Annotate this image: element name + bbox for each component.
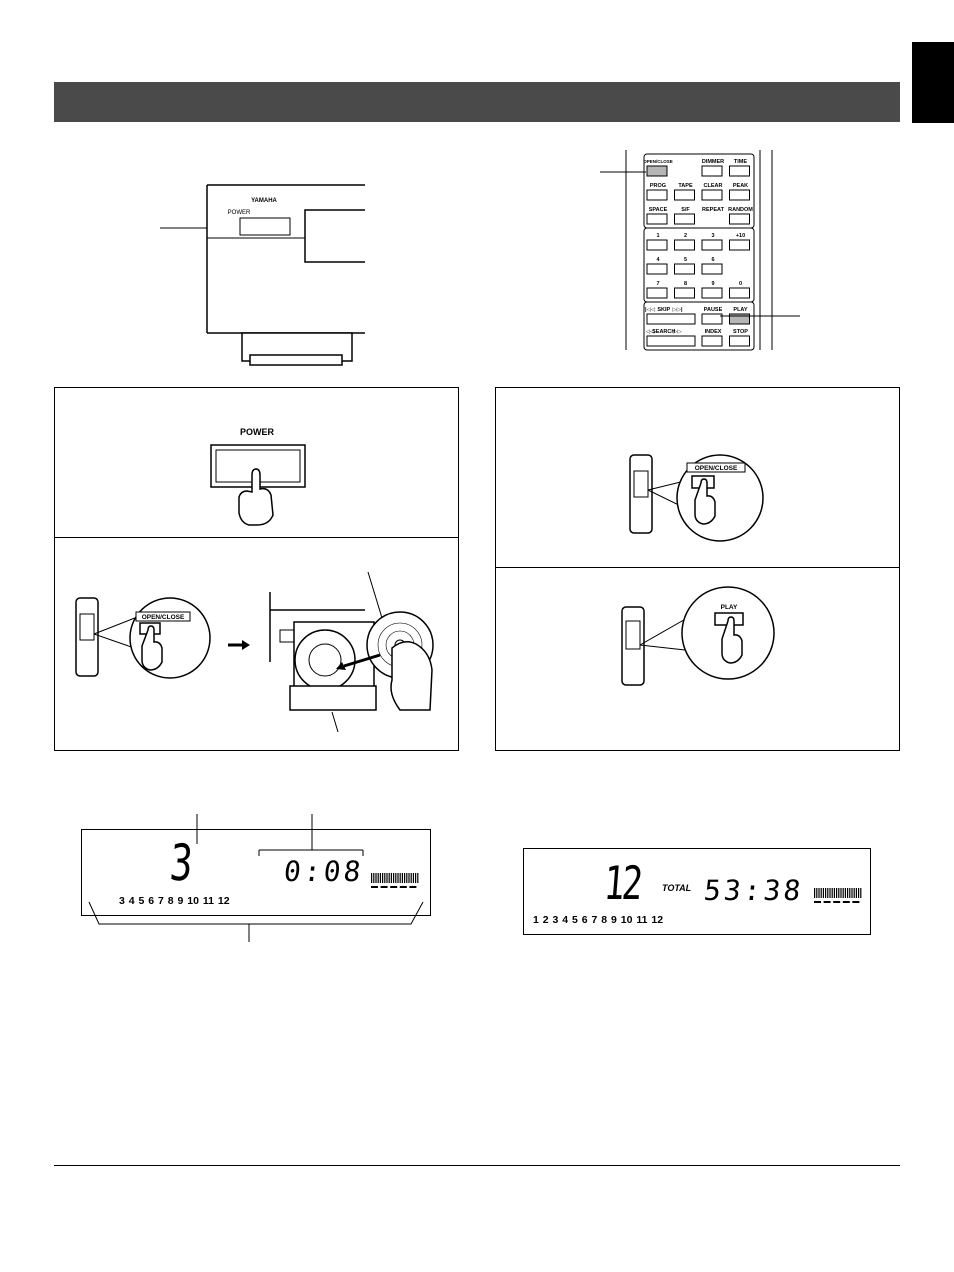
front-panel-illustration — [160, 180, 380, 370]
level-meter-bar — [389, 873, 390, 883]
lcd-right-track-list: 1 2 3 4 5 6 7 8 9 10 11 12 — [533, 914, 664, 926]
level-meter-bar — [818, 888, 819, 898]
level-meter-bar — [391, 873, 392, 883]
remote-button-tape — [675, 190, 695, 200]
level-meter-bar — [856, 888, 857, 898]
power-button-illustration — [205, 425, 305, 530]
level-meter-bar — [380, 873, 381, 883]
remote-button-label: RANDOM — [728, 207, 753, 213]
remote-button-label: PAUSE — [703, 307, 723, 313]
lcd-right-time: 53:38 — [702, 874, 806, 907]
level-meter-bar — [860, 888, 861, 898]
remote-button-0 — [730, 288, 750, 298]
remote-button-4 — [647, 264, 667, 274]
remote-button-s-f — [675, 214, 695, 224]
remote-button-- — [647, 314, 695, 324]
lcd-right-track: 12 — [602, 856, 642, 910]
level-meter-bar — [402, 873, 403, 883]
remote-button-random — [730, 214, 750, 224]
remote-button-label: PEAK — [732, 183, 749, 189]
remote-button-clear — [702, 190, 722, 200]
level-meter-dash — [843, 901, 850, 903]
remote-button-prog — [647, 190, 667, 200]
level-meter-bar — [847, 888, 848, 898]
remote-button-label: ▷▷| — [672, 307, 683, 313]
remote-button-label: ▷▷ — [673, 329, 682, 335]
level-meter-dash — [833, 901, 840, 903]
lcd-left-level-meter — [371, 873, 418, 888]
level-meter-dash — [814, 901, 821, 903]
level-meter-bar — [838, 888, 839, 898]
remote-button-label: |◁◁ — [645, 307, 655, 313]
open-close-load-illustration — [70, 570, 455, 740]
remote-button-label: 2 — [683, 233, 688, 239]
remote-button-label: 4 — [656, 257, 660, 263]
remote-button-label: SPACE — [648, 207, 668, 213]
lcd-left-track: 3 — [167, 834, 195, 892]
level-meter-dash — [409, 886, 416, 888]
level-meter-bar — [845, 888, 846, 898]
level-meter-bar — [814, 888, 815, 898]
level-meter-bar — [836, 888, 837, 898]
level-meter-bar — [404, 873, 405, 883]
level-meter-bar — [408, 873, 409, 883]
step-frame-right — [495, 387, 900, 751]
level-meter-bar — [827, 888, 828, 898]
remote-button-space — [647, 214, 667, 224]
remote-button-label: 5 — [683, 257, 688, 263]
level-meter-bar — [851, 888, 852, 898]
lcd-left-callouts — [81, 810, 431, 950]
level-meter-dash — [371, 886, 378, 888]
level-meter-bar — [843, 888, 844, 898]
remote-button-label: SEARCH — [652, 329, 676, 335]
remote-button-label: 7 — [656, 281, 660, 287]
remote-button-label: 9 — [711, 281, 715, 287]
level-meter-bar — [397, 873, 398, 883]
remote-button-- — [647, 336, 695, 346]
level-meter-bar — [393, 873, 394, 883]
level-meter-dash — [852, 901, 859, 903]
remote-button--10 — [730, 240, 750, 250]
level-meter-bar — [854, 888, 855, 898]
level-meter-bar — [378, 873, 379, 883]
remote-button-3 — [702, 240, 722, 250]
open-close-illustration — [625, 450, 770, 545]
level-meter-bar — [384, 873, 385, 883]
remote-button-grid — [643, 154, 754, 350]
level-meter-bar — [411, 873, 412, 883]
remote-button-6 — [702, 264, 722, 274]
level-meter-bar — [829, 888, 830, 898]
level-meter-bar — [417, 873, 418, 883]
level-meter-bar — [858, 888, 859, 898]
level-meter-bar — [400, 873, 401, 883]
remote-button-9 — [702, 288, 722, 298]
remote-button-open-close — [647, 166, 667, 176]
level-meter-bar — [821, 888, 822, 898]
remote-button-label: DIMMER — [701, 159, 725, 165]
lcd-right-level-meter — [814, 888, 861, 903]
open-close-label-b: OPEN/CLOSE — [694, 465, 738, 472]
power-label: POWER — [239, 427, 275, 437]
device-power-label: POWER — [227, 210, 251, 216]
level-meter-bar — [406, 873, 407, 883]
level-meter-bar — [816, 888, 817, 898]
remote-button-label: S/F — [681, 207, 690, 213]
level-meter-bar — [415, 873, 416, 883]
remote-button-1 — [647, 240, 667, 250]
remote-button-label: +10 — [735, 233, 746, 239]
level-meter-bar — [373, 873, 374, 883]
device-brand: YAMAHA — [251, 198, 277, 204]
remote-button-stop — [730, 336, 750, 346]
remote-button-label: OPEN/CLOSE — [643, 159, 673, 164]
step-divider-left — [54, 537, 459, 538]
remote-button-label: STOP — [733, 329, 748, 335]
language-tab — [912, 42, 954, 123]
remote-button-label: CLEAR — [703, 183, 723, 189]
level-meter-dash — [400, 886, 407, 888]
level-meter-bar — [823, 888, 824, 898]
play-label: PLAY — [720, 604, 738, 611]
open-close-label-a: OPEN/CLOSE — [141, 614, 185, 621]
remote-button-label: 0 — [738, 281, 743, 287]
level-meter-bar — [371, 873, 372, 883]
remote-button-dimmer — [702, 166, 722, 176]
remote-button-pause — [702, 314, 722, 324]
section-header-bar — [54, 82, 900, 122]
remote-button-label: SKIP — [657, 307, 671, 313]
footer-rule — [54, 1165, 900, 1166]
level-meter-bar — [375, 873, 376, 883]
remote-button-label: 3 — [711, 233, 715, 239]
level-meter-bar — [382, 873, 383, 883]
level-meter-bar — [832, 888, 833, 898]
level-meter-bar — [413, 873, 414, 883]
play-illustration — [618, 585, 778, 690]
remote-button-label: 6 — [711, 257, 715, 263]
remote-button-label: TAPE — [678, 183, 693, 189]
remote-button-index — [702, 336, 722, 346]
level-meter-dash — [390, 886, 397, 888]
level-meter-dash — [824, 901, 831, 903]
remote-button-7 — [647, 288, 667, 298]
remote-button-label: ◁◁ — [645, 329, 655, 335]
level-meter-dash — [381, 886, 388, 888]
remote-button-label: TIME — [733, 159, 748, 165]
remote-button-label: 1 — [656, 233, 660, 239]
level-meter-bar — [849, 888, 850, 898]
lcd-left-track-list: 3 4 5 6 7 8 9 10 11 12 — [119, 895, 230, 907]
level-meter-bar — [386, 873, 387, 883]
remote-control-illustration — [600, 150, 810, 355]
level-meter-bar — [825, 888, 826, 898]
lcd-left-time: 0:08 — [282, 855, 366, 888]
level-meter-bar — [840, 888, 841, 898]
remote-button-label: PROG — [649, 183, 667, 189]
remote-button-label: REPEAT — [702, 207, 724, 213]
remote-button-label: INDEX — [704, 329, 722, 335]
lcd-right-total-label: TOTAL — [662, 883, 692, 893]
remote-button-8 — [675, 288, 695, 298]
level-meter-bar — [395, 873, 396, 883]
remote-button-5 — [675, 264, 695, 274]
step-divider-right — [495, 567, 900, 568]
remote-button-label: 8 — [683, 281, 688, 287]
remote-button-peak — [730, 190, 750, 200]
remote-button-time — [730, 166, 750, 176]
level-meter-bar — [834, 888, 835, 898]
remote-button-label: PLAY — [733, 307, 748, 313]
remote-button-2 — [675, 240, 695, 250]
